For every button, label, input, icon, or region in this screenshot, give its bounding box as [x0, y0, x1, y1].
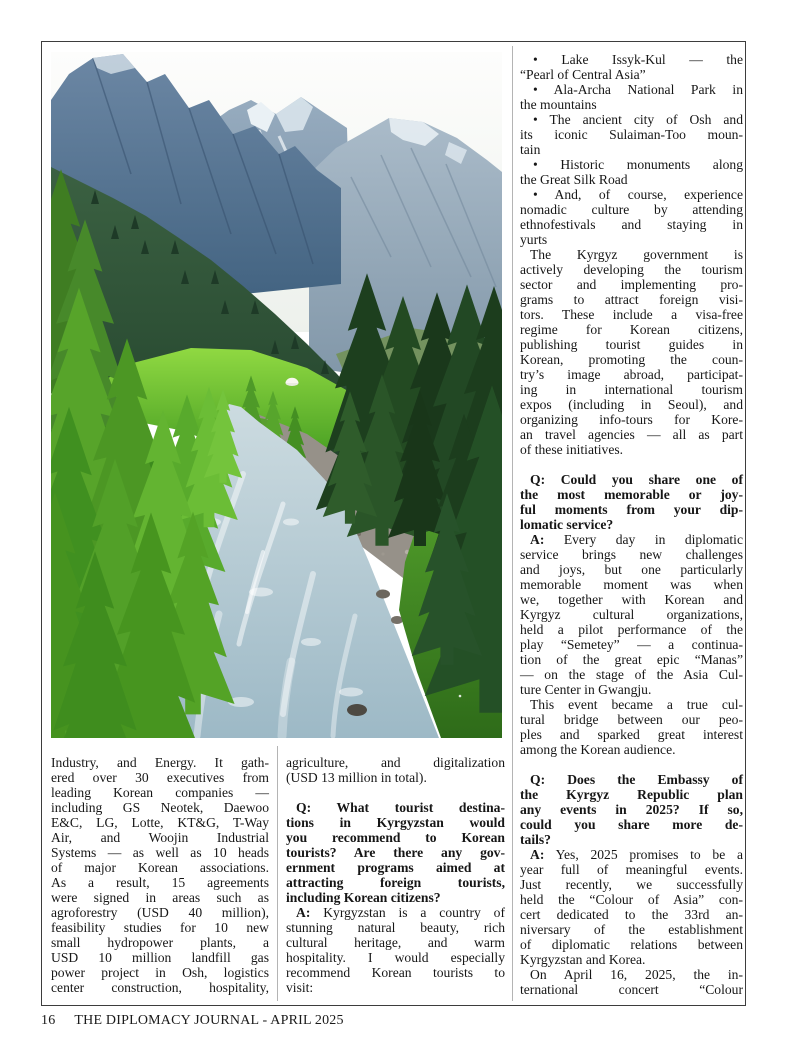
text-line: feasibility studies for 10 new — [51, 920, 269, 935]
text-line: sector and implementing pro- — [520, 277, 743, 292]
page-frame — [41, 41, 746, 1006]
text-line: tion of the great epic “Manas” — [520, 652, 743, 667]
text-line: Kyrgyz cultural organizations, — [520, 607, 743, 622]
text-line: E&C, LG, Lotte, KT&G, T-Way — [51, 815, 269, 830]
text-column-middle — [286, 755, 505, 995]
column-rule-right — [512, 46, 513, 1001]
text-line: of these initiatives. — [520, 442, 624, 457]
text-column-right — [520, 52, 743, 997]
text-line: cert dedicated to the 33rd an- — [520, 907, 743, 922]
text-line: • The ancient city of Osh and — [533, 112, 743, 127]
text-line: try’s image abroad, participat- — [520, 367, 743, 382]
text-line: “Pearl of Central Asia” — [520, 67, 646, 82]
text-line: recommend Korean tourists to — [286, 965, 505, 980]
text-line: agriculture, and digitalization — [286, 755, 505, 770]
text-line: ernment programs aimed at — [286, 860, 505, 875]
text-line: including GS Neotek, Daewoo — [51, 800, 269, 815]
text-line: visit: — [286, 980, 314, 995]
text-line: regime for Korean citizens, — [520, 322, 743, 337]
text-line: grams to attract foreign visi- — [520, 292, 743, 307]
text-line: center construction, hospitality, — [51, 980, 269, 995]
text-line: ful moments from your dip- — [520, 502, 743, 517]
text-line: ered over 30 executives from — [51, 770, 269, 785]
text-line: A: Yes, 2025 promises to be a — [530, 847, 743, 862]
bullet-item — [520, 52, 743, 82]
text-line: On April 16, 2025, the in- — [530, 967, 743, 982]
text-line: leading Korean companies — — [51, 785, 269, 800]
text-line: among the Korean audience. — [520, 742, 676, 757]
text-line: hospitality. I would especially — [286, 950, 505, 965]
text-line: As a result, 15 agreements — [51, 875, 269, 890]
text-line: niversary of the establishment — [520, 922, 743, 937]
bullet-item — [520, 187, 743, 247]
text-line: • Historic monuments along — [533, 157, 743, 172]
text-line: could you share more de- — [520, 817, 743, 832]
text-line: stunning natural beauty, rich — [286, 920, 505, 935]
text-line: the Kyrgyz Republic plan — [520, 787, 743, 802]
body-paragraph — [286, 755, 505, 785]
answer-paragraph — [286, 905, 505, 995]
text-line: an travel agencies — all as part — [520, 427, 743, 442]
text-line: ethnofestivals and staying in — [520, 217, 743, 232]
text-line: agroforestry (USD 40 million), — [51, 905, 269, 920]
text-line: nomadic culture by attending — [520, 202, 743, 217]
text-line: ternational concert “Colour — [520, 982, 743, 997]
question-paragraph — [520, 772, 743, 847]
text-line: expos (including in Seoul), and — [520, 397, 743, 412]
text-line: • Lake Issyk-Kul — the — [533, 52, 743, 67]
text-line: A: Every day in diplomatic — [530, 532, 743, 547]
text-line: we, together with Korean and — [520, 592, 743, 607]
text-line: organizing info-tours for Kore- — [520, 412, 743, 427]
text-line: and joys, but one particularly — [520, 562, 743, 577]
text-line: tors. These include a visa-free — [520, 307, 743, 322]
text-line: you recommend to Korean — [286, 830, 505, 845]
text-line: ing in international tourism — [520, 382, 743, 397]
text-line: Air, and Woojin Industrial — [51, 830, 269, 845]
body-paragraph — [520, 247, 743, 457]
text-line: ture Center in Gwangju. — [520, 682, 652, 697]
text-line: the most memorable or joy- — [520, 487, 743, 502]
text-line: held a pilot performance of the — [520, 622, 743, 637]
question-paragraph — [520, 472, 743, 532]
text-line: USD 10 million landfill gas — [51, 950, 269, 965]
question-paragraph — [286, 800, 505, 905]
text-line: yurts — [520, 232, 548, 247]
bullet-item — [520, 112, 743, 157]
text-line: tails? — [520, 832, 551, 847]
text-line: tural bridge between our peo- — [520, 712, 743, 727]
text-line: small hydropower plants, a — [51, 935, 269, 950]
text-column-left — [51, 755, 269, 995]
journal-title: THE DIPLOMACY JOURNAL - APRIL 2025 — [74, 1013, 344, 1028]
text-line: • And, of course, experience — [533, 187, 743, 202]
text-line: were signed in areas such as — [51, 890, 269, 905]
text-line: of major Korean associations. — [51, 860, 269, 875]
answer-label: A: — [530, 532, 545, 547]
text-line: power project in Osh, logistics — [51, 965, 269, 980]
answer-paragraph — [520, 532, 743, 697]
answer-label: A: — [296, 905, 311, 920]
text-line: service brings new challenges — [520, 547, 743, 562]
body-paragraph — [520, 967, 743, 997]
text-line: play “Semetey” — a continua- — [520, 637, 743, 652]
text-line: Q: Does the Embassy of — [530, 772, 743, 787]
text-line: of diplomatic relations between — [520, 937, 743, 952]
text-line: (USD 13 million in total). — [286, 770, 427, 785]
text-line: tourists? Are there any gov- — [286, 845, 505, 860]
text-line: tions in Kyrgyzstan would — [286, 815, 505, 830]
text-line: actively developing the tourism — [520, 262, 743, 277]
text-line: any events in 2025? If so, — [520, 802, 743, 817]
text-line: year full of meaningful events. — [520, 862, 743, 877]
landscape-photo — [51, 52, 502, 738]
answer-paragraph — [520, 847, 743, 967]
text-line: Just recently, we successfully — [520, 877, 743, 892]
text-line: tain — [520, 142, 541, 157]
text-line: Kyrgyzstan and Korea. — [520, 952, 646, 967]
column-rule-bottom — [277, 746, 278, 1001]
text-line: Korean, promoting the coun- — [520, 352, 743, 367]
text-line: attracting foreign tourists, — [286, 875, 505, 890]
page-number: 16 — [41, 1013, 56, 1028]
bullet-item — [520, 82, 743, 112]
text-line: lomatic service? — [520, 517, 614, 532]
bullet-item — [520, 157, 743, 187]
text-line: the Great Silk Road — [520, 172, 628, 187]
text-line: cultural heritage, and warm — [286, 935, 505, 950]
page-footer — [41, 1012, 344, 1029]
text-line: — on the stage of the Asia Cul- — [520, 667, 743, 682]
text-line: A: Kyrgyzstan is a country of — [296, 905, 505, 920]
text-line: • Ala-Archa National Park in — [533, 82, 743, 97]
body-paragraph — [520, 697, 743, 757]
text-line: including Korean citizens? — [286, 890, 441, 905]
text-line: Industry, and Energy. It gath- — [51, 755, 269, 770]
text-line: memorable moment was when — [520, 577, 743, 592]
text-line: Q: What tourist destina- — [296, 800, 505, 815]
body-paragraph — [51, 755, 269, 995]
text-line: publishing tourist guides in — [520, 337, 743, 352]
text-line: the mountains — [520, 97, 597, 112]
text-line: ples and sparked great interest — [520, 727, 743, 742]
mountain-river-illustration — [51, 52, 502, 738]
text-line: This event became a true cul- — [530, 697, 743, 712]
text-line: Systems — as well as 10 heads — [51, 845, 269, 860]
text-line: The Kyrgyz government is — [530, 247, 743, 262]
text-line: Q: Could you share one of — [530, 472, 743, 487]
answer-label: A: — [530, 847, 545, 862]
text-line: held the “Colour of Asia” con- — [520, 892, 743, 907]
text-line: its iconic Sulaiman-Too moun- — [520, 127, 743, 142]
